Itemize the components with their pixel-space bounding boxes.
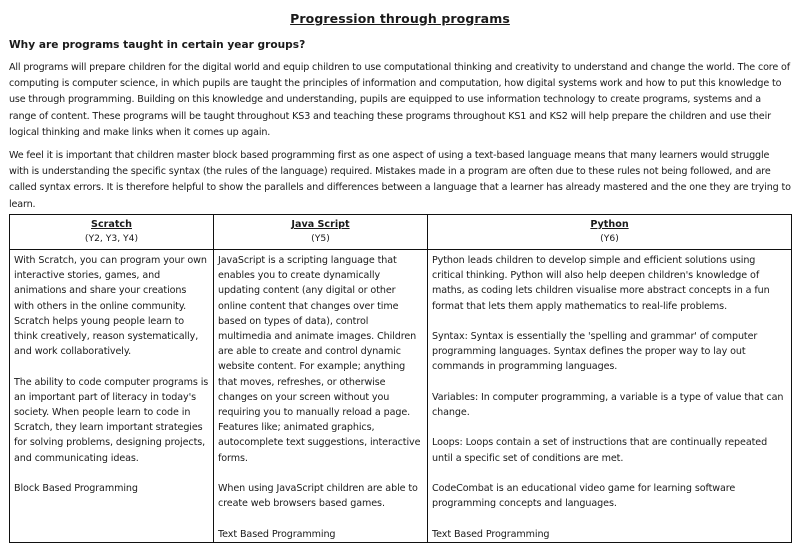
column-name: Scratch: [91, 219, 132, 230]
cell-type-label: Block Based Programming: [14, 483, 138, 495]
table-header-row: [10, 215, 792, 250]
cell-scratch: [10, 250, 214, 543]
cell-text: CodeCombat is an educational video game for learning software programming concepts and languages.: [432, 482, 736, 510]
cell-text: With Scratch, you can program your own interactive stories, games, and animations and share your creations with others in the online community. Scratch helps young people learn to think creatively, reason systematically, and work collaboratively.: [14, 255, 207, 358]
table-body-row: [10, 250, 792, 543]
column-name: Java Script: [291, 219, 350, 230]
cell-text: Syntax: Syntax is essentially the 'spelling and grammar' of computer programming languages. Syntax defines the proper way to lay out commands in programming languages.: [432, 331, 758, 373]
cell-text: The ability to code computer programs is an important part of literacy in today's society. When people learn to code in Scratch, they learn important strategies for solving problems, designing projects, and communicating ideas.: [14, 376, 209, 464]
cell-type-label: Text Based Programming: [218, 528, 336, 540]
column-name: Python: [590, 219, 629, 230]
header-javascript: [214, 215, 428, 250]
programs-table: [9, 214, 792, 543]
syntax-paragraph: We feel it is important that children master block based programming first as one aspect of using a text-based language means that many learners would struggle with is understanding the specific syntax (the rules of the language) required. Mistakes made in a program are often due to these rules not being followed, and are called syntax errors. It is therefore helpful to show the parallels and differences between a language that a learner has already mastered and the one they are trying to learn.: [9, 150, 791, 210]
cell-text: Variables: In computer programming, a variable is a type of value that can change.: [432, 391, 784, 418]
header-python: [428, 215, 792, 250]
cell-text: When using JavaScript children are able to create web browsers based games.: [218, 483, 418, 510]
intro-paragraph: All programs will prepare children for the digital world and equip children to use computational thinking and creativity to understand and change the world. The core of computing is computer science, in which pupils are taught the principles of information and computation, how digital systems work and how to put this knowledge to use through programming. Building on this knowledge and understanding, pupils are equipped to use information technology to create programs, systems and a range of content. These programs will be taught throughout KS3 and teaching these programs throughout KS1 and KS2 will help prepare the children and use their logical thinking and make links when it comes up again.: [9, 62, 790, 138]
column-years: (Y6): [600, 233, 619, 244]
cell-python: [428, 250, 792, 543]
header-scratch: [10, 215, 214, 250]
cell-text: JavaScript is a scripting language that enables you to create dynamically updating content (any digital or other online content that changes over time based on types of data), control multimedia and animate images. Children are able to create and control dynamic website content. For example; anything that moves, refreshes, or otherwise changes on your screen without you requiring you to manually reload a page. Features like; animated graphics, autocomplete text suggestions, interactive forms.: [218, 255, 421, 464]
page-title: Progression through programs: [290, 11, 510, 26]
cell-type-label: Text Based Programming: [432, 528, 550, 540]
cell-text: Python leads children to develop simple and efficient solutions using critical thinking. Python will also help deepen children's knowledge of maths, as coding lets children visualise more abstract concepts in a fun format that lets them apply mathematics to real-life problems.: [432, 255, 770, 312]
cell-text: Loops: Loops contain a set of instructions that are continually repeated until a specific set of conditions are met.: [432, 437, 768, 464]
column-years: (Y5): [311, 233, 330, 244]
cell-javascript: [214, 250, 428, 543]
column-years: (Y2, Y3, Y4): [84, 233, 139, 244]
section-question: Why are programs taught in certain year groups?: [9, 39, 306, 51]
